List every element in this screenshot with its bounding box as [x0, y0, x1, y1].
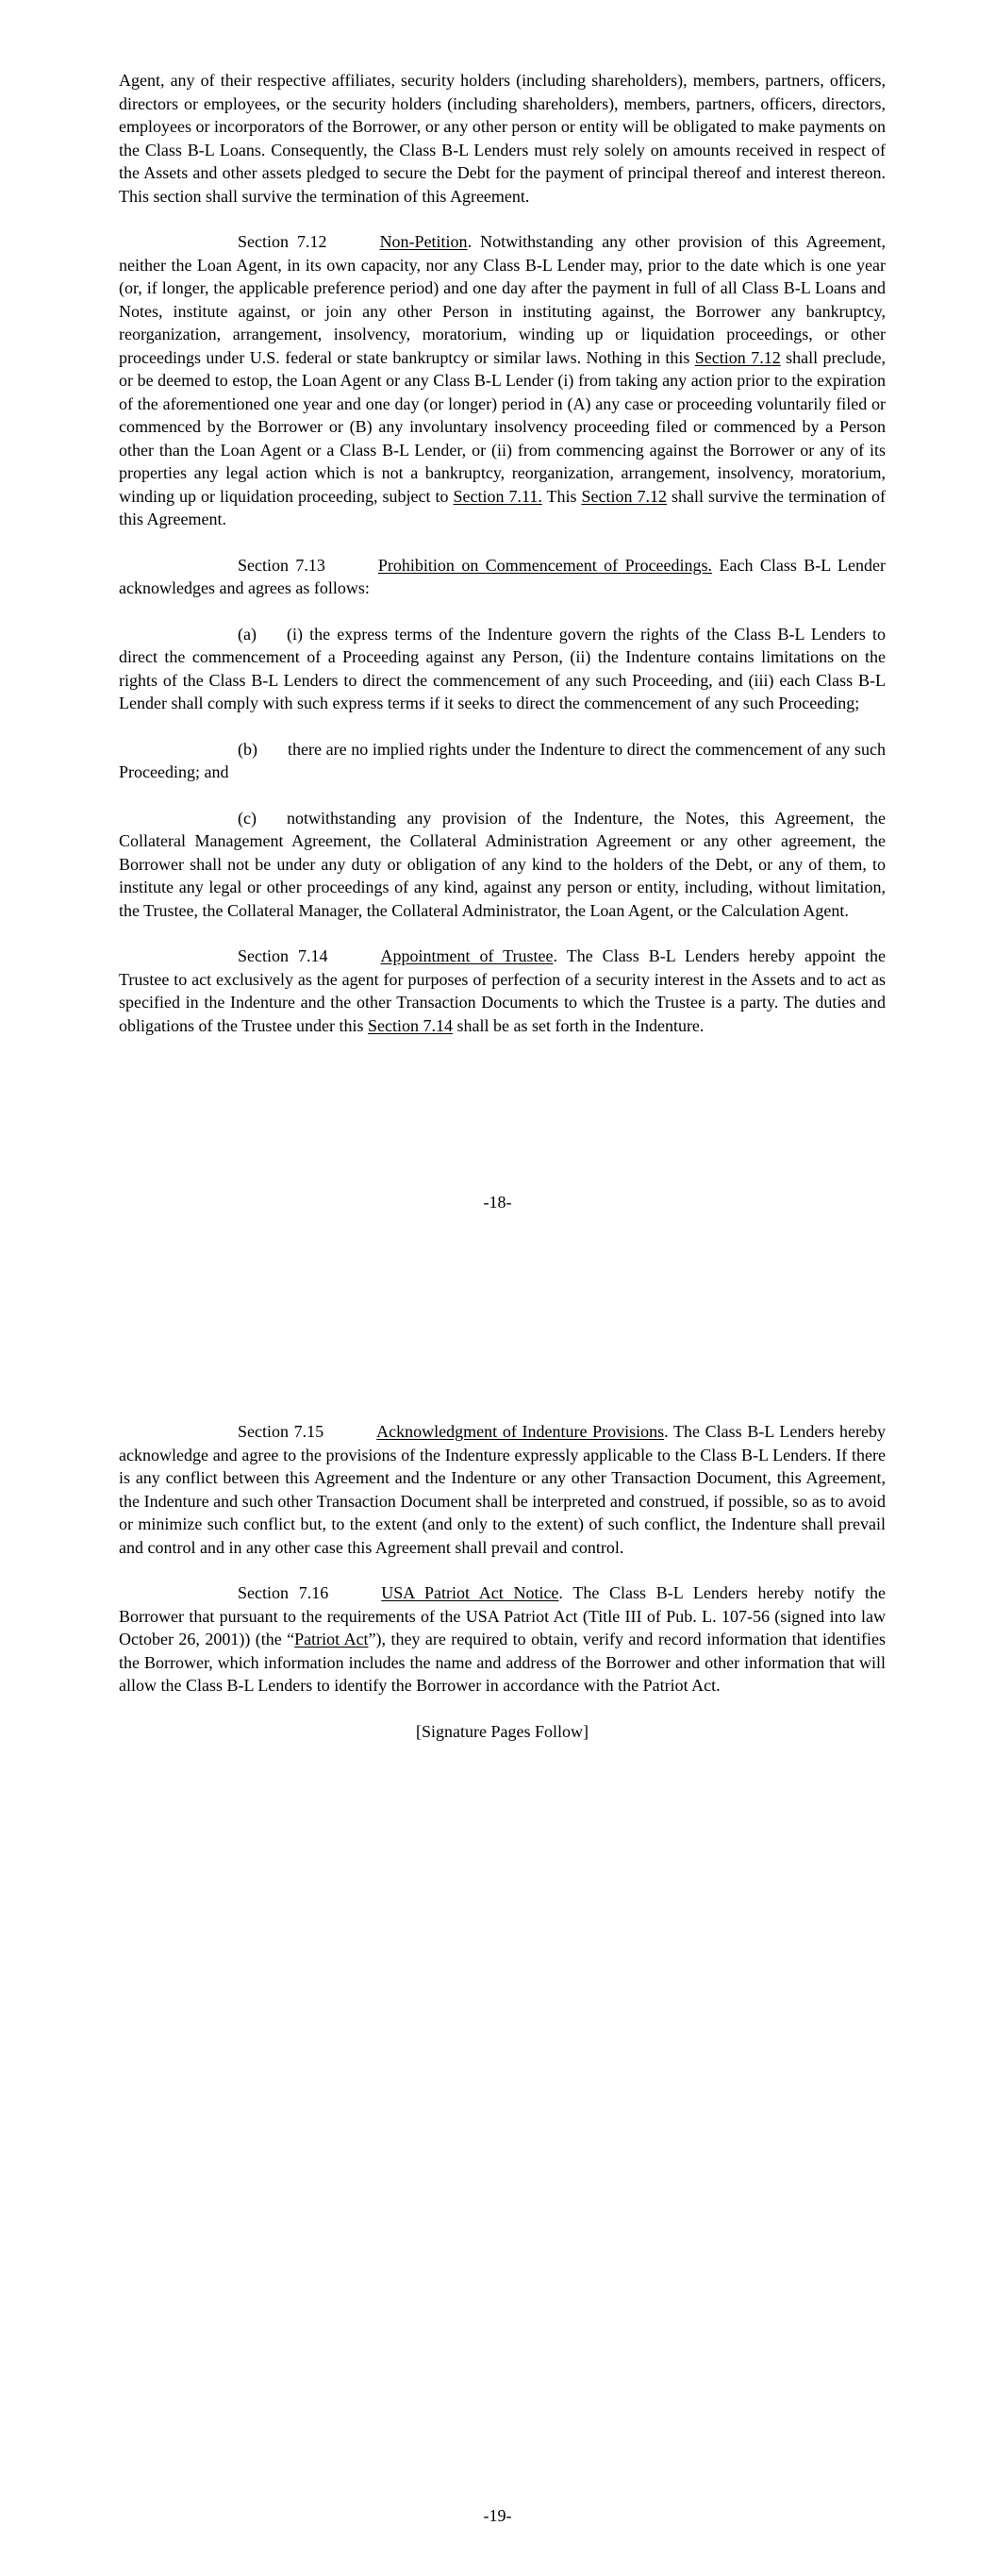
section-7-12-text-3: This	[541, 486, 582, 506]
section-7-12-text-4: shall survive the termination of this Agreement.	[119, 486, 886, 528]
section-7-16-title: USA Patriot Act Notice	[381, 1583, 559, 1602]
section-7-16-reference: Patriot Act	[294, 1630, 369, 1648]
section-7-16-text-1: . The Class B-L Lenders hereby notify the Borrower that pursuant to the requirements of the USA Patriot Act (Title III of Pub. L. 107-56 (signed into law October 26, 2001)) (the “	[119, 1583, 886, 1648]
page-number-19: -19-	[483, 2506, 512, 2525]
section-7-14-reference: Section 7.14	[368, 1015, 453, 1035]
clause-a-text: (i) the express terms of the Indenture govern the rights of the Class B-L Lenders to direct the commencement of a Proceeding against any Person, (ii) the Indenture contains limitations on the rights of the Class B-L Lenders to direct the commencement of any such Proceeding, and (iii) each Class B-L Lender shall comply with such express terms if it seeks to direct the commencement of any such Proceeding;	[119, 624, 886, 712]
section-7-12-number: Section 7.12	[238, 232, 327, 251]
page-19	[0, 1312, 995, 2576]
section-7-14-number: Section 7.14	[238, 946, 328, 965]
section-7-15-number: Section 7.15	[238, 1422, 324, 1441]
section-7-14-title: Appointment of Trustee	[380, 946, 554, 965]
clause-b-text: there are no implied rights under the Indenture to direct the commencement of any such Proceeding; and	[119, 739, 886, 781]
page-18-body	[119, 69, 886, 1037]
section-7-14-paragraph	[119, 945, 886, 1037]
section-7-16-paragraph	[119, 1581, 886, 1698]
section-7-12-reference-3: Section 7.12	[581, 486, 667, 506]
section-7-16-number: Section 7.16	[238, 1583, 329, 1602]
section-7-13-title: Prohibition on Commencement of Proceedings.	[377, 555, 713, 575]
clause-b-label: (b)	[238, 739, 257, 759]
clause-a-label: (a)	[238, 624, 257, 644]
signature-pages-note: [Signature Pages Follow]	[416, 1721, 589, 1741]
section-7-15-paragraph	[119, 1420, 886, 1559]
clause-c-paragraph	[119, 807, 886, 923]
page-number-18: -18-	[483, 1193, 512, 1212]
section-7-12-text-1: . Notwithstanding any other provision of this Agreement, neither the Loan Agent, in its own capacity, nor any Class B-L Lender may, prior to the date which is one year (or, if longer, the applicable preference period) and one day after the payment in full of all Class B-L Loans and Notes, institute against, or join any other Person in instituting against, the Borrower any bankruptcy, reorganization, arrangement, insolvency, moratorium, winding up or liquidation proceedings, or other proceedings under U.S. federal or state bankruptcy or similar laws. Nothing in this	[119, 232, 886, 367]
clause-c-label: (c)	[238, 808, 257, 828]
section-7-15-text-1: . The Class B-L Lenders hereby acknowledge and agree to the provisions of the Indenture expressly applicable to the Class B-L Lenders. If there is any conflict between this Agreement and the Indenture or any other Transaction Document, this Agreement, the Indenture and such other Transaction Document shall be interpreted and construed, if possible, so as to avoid or minimize such conflict but, to the extent (and only to the extent) of such conflict, the Indenture shall prevail and control and in any other case this Agreement shall prevail and control.	[119, 1422, 886, 1557]
section-7-14-text-1: . The Class B-L Lenders hereby appoint the Trustee to act exclusively as the agent for purposes of perfection of a security interest in the Assets and to act as specified in the Indenture and the other Transaction Documents to which the Trustee is a party. The duties and obligations of the Trustee under this	[119, 946, 886, 1035]
section-7-12-paragraph	[119, 230, 886, 531]
section-7-13-text-1: Each Class B-L Lender acknowledges and agrees as follows:	[119, 555, 886, 597]
section-7-13-paragraph	[119, 554, 886, 600]
section-7-12-reference-2: Section 7.11.	[453, 486, 542, 506]
section-7-12-title: Non-Petition	[379, 232, 468, 251]
clause-a-paragraph	[119, 623, 886, 715]
clause-c-text: notwithstanding any provision of the Indenture, the Notes, this Agreement, the Collateral Management Agreement, the Collateral Administration Agreement or any other agreement, the Borrower shall not be under any duty or obligation of any kind to the holders of the Debt, or any of them, to institute any legal or other proceedings of any kind, against any person or entity, including, without limitation, the Trustee, the Collateral Manager, the Collateral Administrator, the Loan Agent, or the Calculation Agent.	[119, 808, 886, 920]
page-19-body	[119, 1420, 886, 1743]
section-7-15-title: Acknowledgment of Indenture Provisions	[376, 1422, 665, 1441]
section-7-12-reference-1: Section 7.12	[694, 347, 781, 367]
clause-b-paragraph	[119, 738, 886, 784]
section-7-13-number: Section 7.13	[238, 555, 325, 575]
carryover-paragraph: Agent, any of their respective affiliates, security holders (including shareholders), members, partners, officers, directors or employees, or the security holders (including shareholders), members, partners, officers, directors, employees or incorporators of the Borrower, or any other person or entity will be obligated to make payments on the Class B-L Loans. Consequently, the Class B-L Lenders must rely solely on amounts received in respect of the Assets and other assets pledged to secure the Debt for the payment of principal thereof and interest thereon. This section shall survive the termination of this Agreement.	[119, 71, 886, 206]
section-7-12-text-2: shall preclude, or be deemed to estop, the Loan Agent or any Class B-L Lender (i) from taking any action prior to the expiration of the aforementioned one year and one day (or longer) period in (A) any case or proceeding voluntarily filed or commenced by the Borrower or (B) any involuntary insolvency proceeding filed or commenced by a Person other than the Loan Agent or a Class B-L Lender, or (ii) from commencing against the Borrower or any of its properties any legal action which is not a bankruptcy, reorganization, arrangement, insolvency, moratorium, winding up or liquidation proceeding, subject to	[119, 347, 886, 506]
section-7-14-text-2: shall be as set forth in the Indenture.	[453, 1015, 705, 1035]
section-7-16-text-2: ”), they are required to obtain, verify and record information that identifies the Borrower, which information includes the name and address of the Borrower and other information that will allow the Class B-L Lenders to identify the Borrower in accordance with the Patriot Act.	[119, 1630, 887, 1695]
